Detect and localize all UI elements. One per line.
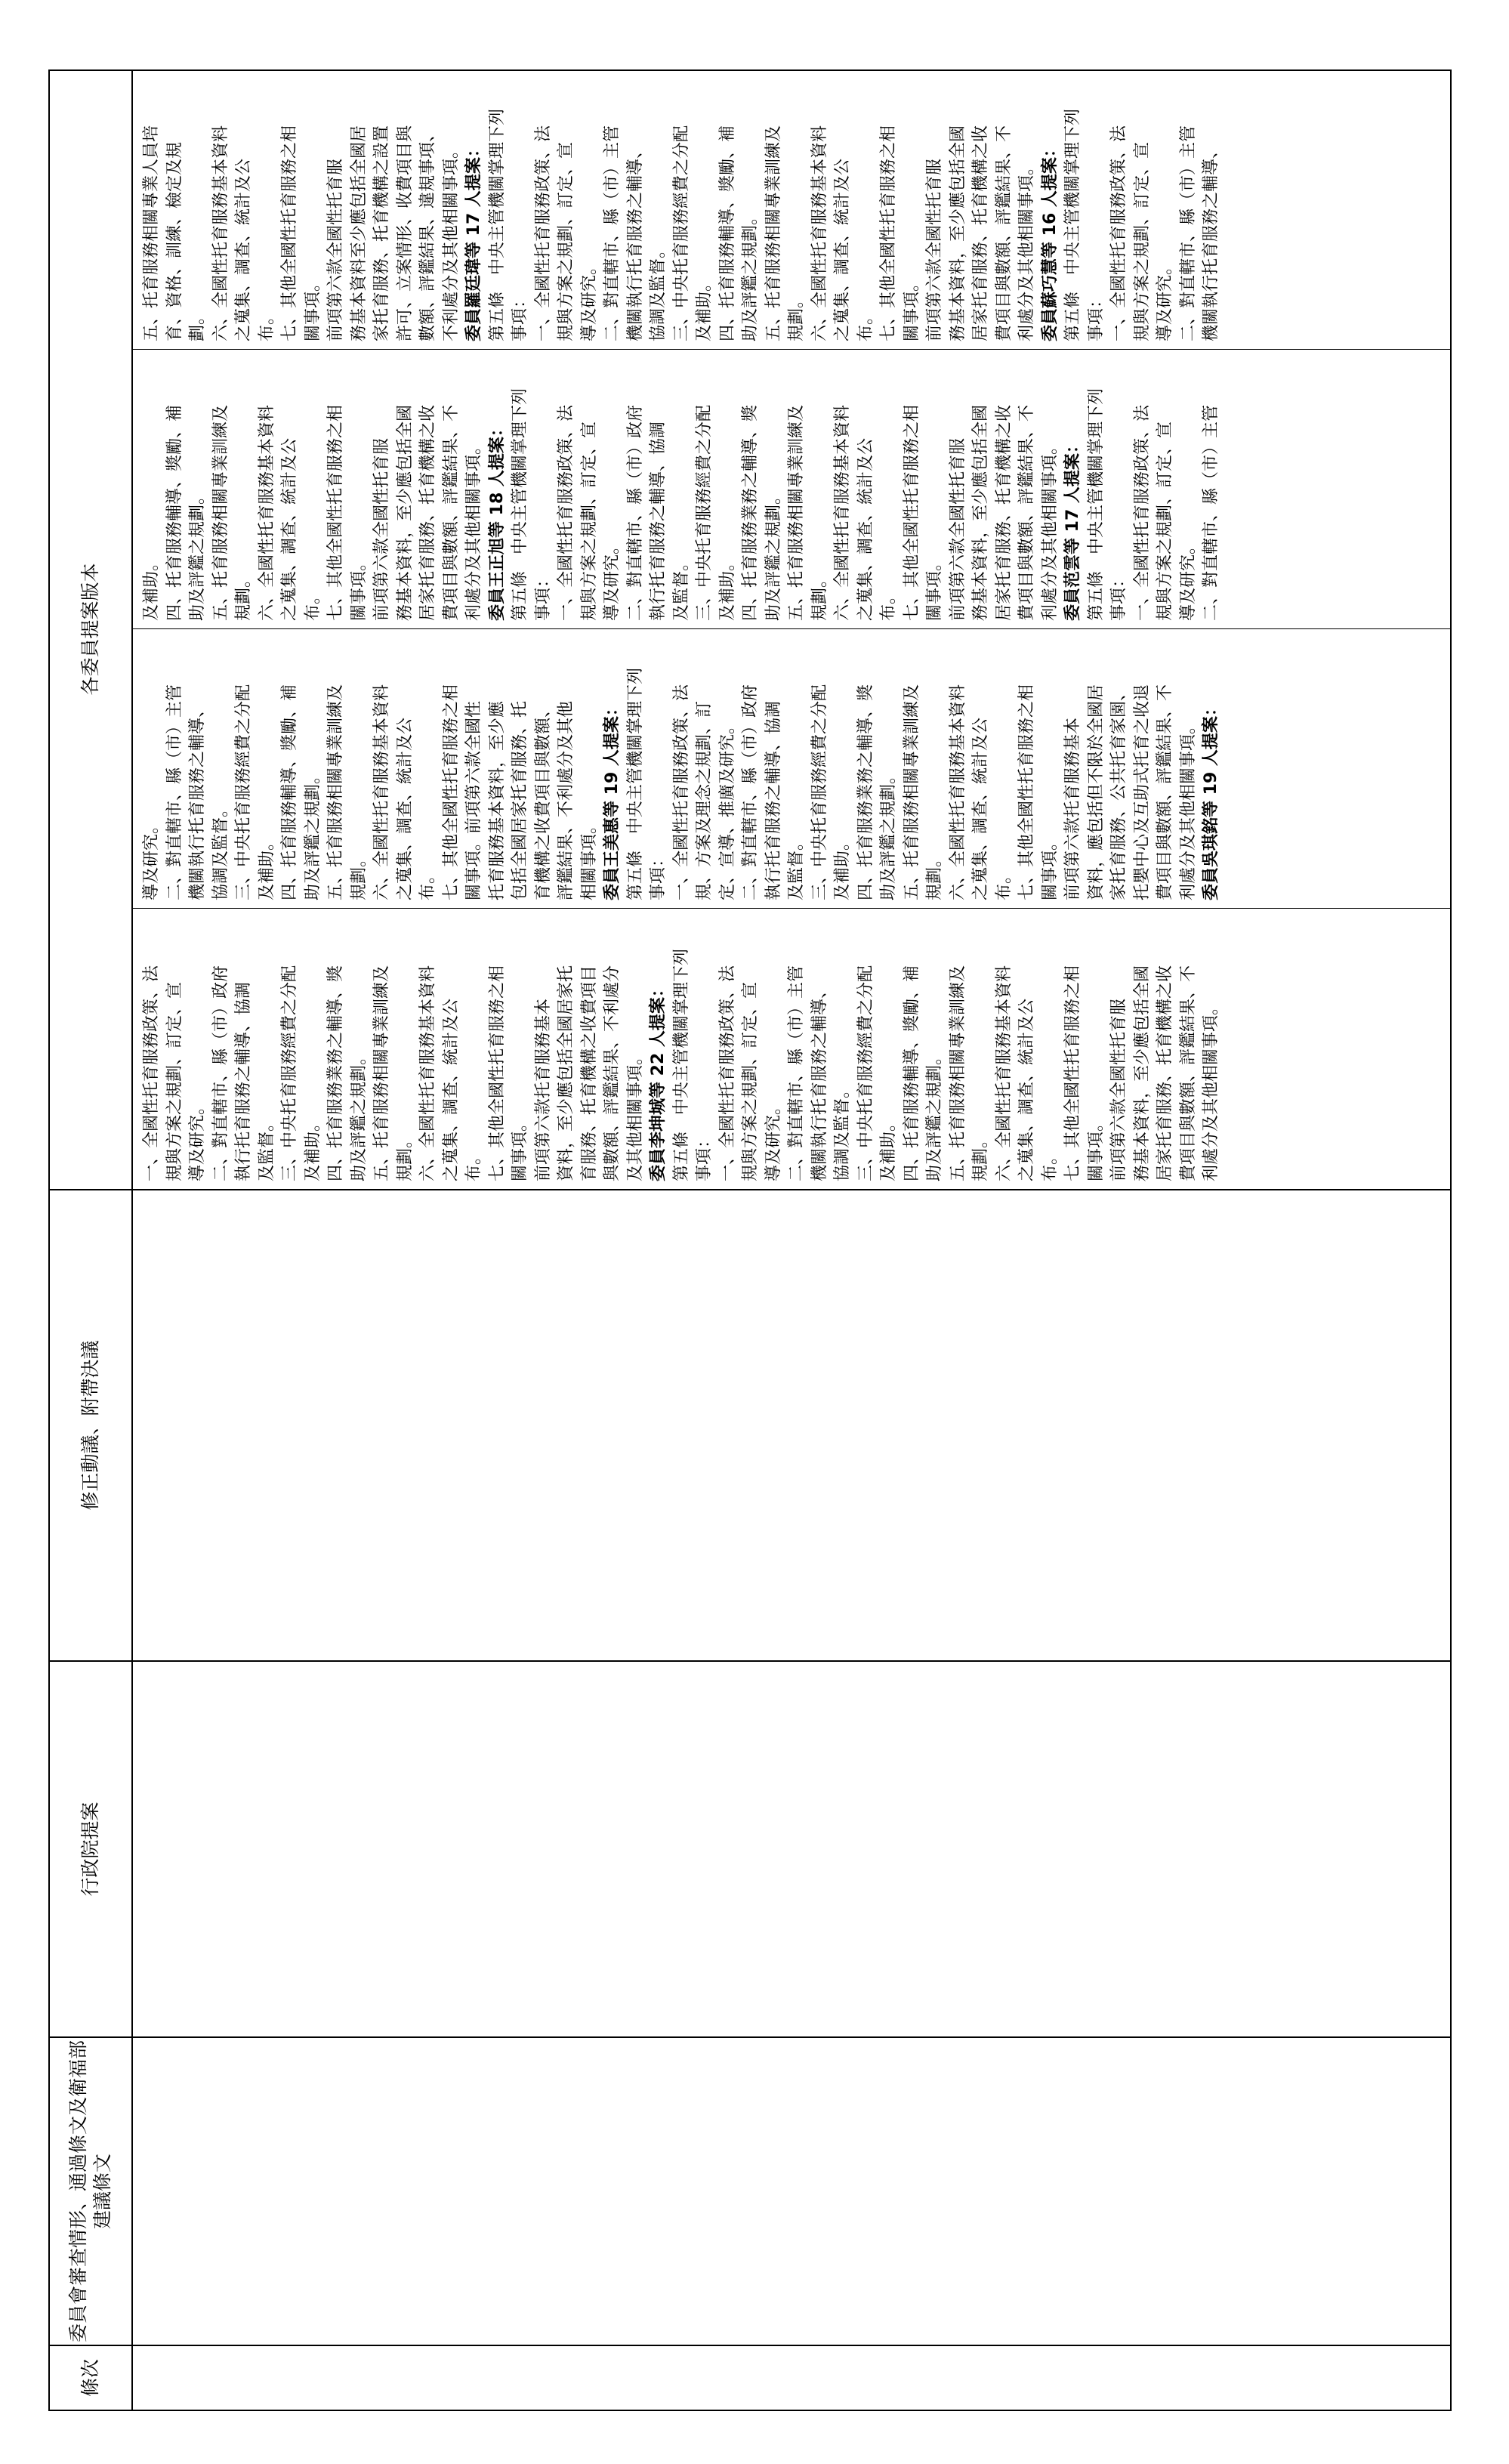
proposal-line: 委員王正旭等 18 人提案：	[487, 420, 507, 621]
proposal-line: 前項第六款托育服務基本	[533, 998, 553, 1181]
proposal-line: 五、托育服務相關專業訓練及	[211, 404, 230, 621]
header-executive-yuan-label: 行政院提案	[79, 1802, 101, 1897]
proposal-line: 六、全國性托育服務基本資料	[418, 965, 437, 1181]
proposal-line: 前項第六款全國性托育服	[925, 158, 944, 341]
proposal-line: 之蒐集、調查、統計及公	[833, 158, 852, 341]
proposal-line: 利處分及其他相關事項。	[1202, 998, 1220, 1181]
proposal-line: 機關執行托育服務之輔導、	[625, 141, 645, 341]
proposal-line: 托育服務基本資料，至少應	[487, 700, 507, 900]
proposal-line: 助及評鑑之規劃。	[764, 487, 783, 621]
proposal-line: 四、托育服務業務之輔導、獎	[741, 404, 760, 621]
proposal-line: 六、全國性托育服務基本資料	[948, 684, 967, 900]
proposal-line: 助及評鑑之規劃。	[188, 487, 207, 621]
proposal-line: 事項：	[1109, 570, 1128, 621]
proposal-line: 七、其他全國性托育服務之相	[280, 125, 299, 341]
proposal-line: 第五條 中央主管機關掌理下列	[487, 108, 507, 341]
proposal-line: 相關事項。	[579, 817, 599, 900]
proposal-line: 導及研究。	[1178, 537, 1198, 621]
proposal-line: 機關執行托育服務之輔導、	[1202, 141, 1220, 341]
proposal-line: 之蒐集、調查、統計及公	[971, 717, 990, 900]
proposal-line: 前項第六款全國性托育服	[948, 437, 967, 621]
proposal-line: 委員吳琪銘等 19 人提案：	[1202, 699, 1220, 900]
proposal-line: 許可、立案情形、收費項目與	[395, 125, 415, 341]
proposal-line: 務基本資料，至少應包括全國	[1132, 965, 1152, 1181]
proposal-line: 利處分及其他相關事項。	[1178, 717, 1198, 900]
proposal-line: 之蒐集、調查、統計及公	[234, 158, 253, 341]
cell-executive-yuan	[133, 1660, 1450, 2036]
proposal-line: 育機構之收費項目與數額、	[533, 700, 553, 900]
proposal-line: 及監督。	[787, 833, 806, 900]
proposal-column-4	[133, 69, 1450, 349]
header-article-no	[50, 2345, 133, 2410]
proposal-line: 協調及監督。	[833, 1081, 852, 1181]
proposal-line: 育、資格、訓練、檢定及規	[165, 141, 184, 341]
proposal-line: 及補助。	[695, 274, 714, 341]
proposal-line: 六、全國性托育服務基本資料	[833, 404, 852, 621]
proposal-line: 七、其他全國性托育服務之相	[441, 684, 461, 900]
proposal-line: 之蒐集、調查、統計及公	[1017, 998, 1036, 1181]
proposal-line: 前項第六款全國性托育服	[372, 437, 391, 621]
proposal-line: 七、其他全國性托育服務之相	[902, 404, 921, 621]
proposal-line: 五、托育服務相關專業訓練及	[764, 125, 783, 341]
proposal-line: 六、全國性托育服務基本資料	[372, 684, 391, 900]
proposal-line: 規劃。	[349, 850, 369, 900]
proposal-line: 之蒐集、調查、統計及公	[441, 998, 461, 1181]
proposal-line: 前項第六款全國性托育服	[1109, 998, 1128, 1181]
proposal-line: 前項第六款全國性托育服	[326, 158, 345, 341]
header-amendment-motion	[50, 1189, 133, 1660]
proposal-line: 執行托育服務之輔導、協調	[764, 700, 783, 900]
proposal-line: 關事項。	[1086, 1114, 1106, 1181]
header-member-proposals-label: 各委員提案版本	[79, 563, 101, 696]
proposal-line: 布。	[1040, 1147, 1060, 1181]
proposal-line: 及補助。	[303, 1114, 322, 1181]
proposal-line: 委員蘇巧慧等 16 人提案：	[1040, 140, 1060, 341]
proposal-column-2	[133, 628, 1450, 908]
proposal-line: 四、托育服務輔導、獎勵、補	[165, 404, 184, 621]
proposal-line: 助及評鑑之規劃。	[349, 1048, 369, 1181]
proposal-line: 二、對直轄市、縣（市）政府	[211, 965, 230, 1181]
proposal-line: 關事項。	[511, 1114, 529, 1181]
proposal-line: 六、全國性托育服務基本資料	[211, 125, 230, 341]
proposal-line: 一、全國性托育服務政策、法	[142, 965, 161, 1181]
proposal-line: 居家托育服務、托育機構之收	[418, 404, 437, 621]
proposal-line: 費項目與數額、評鑑結果、不	[441, 404, 461, 621]
proposal-line: 四、托育服務輔導、獎勵、補	[717, 125, 737, 341]
proposal-line: 及補助。	[257, 833, 276, 900]
proposal-line: 事項：	[1086, 291, 1106, 341]
comparison-table	[48, 69, 1452, 2411]
proposal-line: 助及評鑑之規劃。	[741, 208, 760, 341]
proposal-line: 及補助。	[833, 833, 852, 900]
proposal-line: 及監督。	[257, 1114, 276, 1181]
proposal-line: 事項：	[533, 570, 553, 621]
proposal-line: 助及評鑑之規劃。	[303, 767, 322, 900]
proposal-line: 定、宣導、推廣及研究。	[717, 717, 737, 900]
proposal-line: 規、方案及理念之規劃、訂	[695, 700, 714, 900]
proposal-line: 二、對直轄市、縣（市）政府	[741, 684, 760, 900]
proposal-line: 托嬰中心及互助式托育之收退	[1132, 684, 1152, 900]
proposal-line: 三、中央托育服務經費之分配	[810, 684, 829, 900]
proposal-line: 助及評鑑之規劃。	[925, 1048, 944, 1181]
proposal-line: 務基本資料，至少應包括全國	[395, 404, 415, 621]
proposal-line: 規與方案之規劃、訂定、宣	[741, 981, 760, 1181]
proposal-line: 評鑑結果、不利處分及其他	[557, 700, 576, 900]
proposal-line: 規與方案之規劃、訂定、宣	[165, 981, 184, 1181]
proposal-line: 機關執行托育服務之輔導、	[810, 981, 829, 1181]
proposal-line: 務基本資料，至少應包括全國	[971, 404, 990, 621]
proposal-line: 委員范雲等 17 人提案：	[1063, 437, 1082, 621]
proposal-line: 與數額、評鑑結果、不利處分	[603, 965, 622, 1181]
proposal-line: 及補助。	[879, 1114, 898, 1181]
proposal-line: 關事項。	[902, 274, 921, 341]
proposal-line: 關事項。	[303, 274, 322, 341]
proposal-line: 五、托育服務相關專業訓練及	[326, 684, 345, 900]
proposal-line: 費項目與數額、評鑑結果、不	[1156, 684, 1174, 900]
proposal-line: 七、其他全國性托育服務之相	[487, 965, 507, 1181]
proposal-line: 事項：	[649, 850, 668, 900]
proposal-line: 數額、評鑑結果、違規事項、	[418, 125, 437, 341]
proposal-line: 五、托育服務相關專業訓練及	[787, 404, 806, 621]
proposal-line: 關事項。	[349, 554, 369, 621]
proposal-line: 委員羅廷瑋等 17 人提案：	[464, 140, 483, 341]
proposal-line: 七、其他全國性托育服務之相	[1063, 965, 1082, 1181]
proposal-line: 二、對直轄市、縣（市）主管	[1202, 404, 1220, 621]
proposal-line: 第五條 中央主管機關掌理下列	[671, 948, 691, 1181]
proposal-line: 規劃。	[971, 1131, 990, 1181]
proposal-line: 二、對直轄市、縣（市）主管	[165, 684, 184, 900]
proposal-line: 執行托育服務之輔導、協調	[234, 981, 253, 1181]
proposal-line: 費項目與數額、評鑑結果、不	[994, 125, 1014, 341]
proposal-line: 四、托育服務輔導、獎勵、補	[902, 965, 921, 1181]
proposal-line: 四、托育服務業務之輔導、獎	[856, 684, 875, 900]
proposal-line: 一、全國性托育服務政策、法	[557, 404, 576, 621]
cell-amendment-motion	[133, 1189, 1450, 1660]
proposal-line: 四、托育服務輔導、獎勵、補	[280, 684, 299, 900]
proposal-line: 六、全國性托育服務基本資料	[257, 404, 276, 621]
proposal-line: 及其他相關事項。	[625, 1048, 645, 1181]
proposal-line: 之蒐集、調查、統計及公	[395, 717, 415, 900]
proposal-line: 資料，應包括但不限於全國居	[1086, 684, 1106, 900]
proposal-line: 四、托育服務業務之輔導、獎	[326, 965, 345, 1181]
proposal-line: 及補助。	[717, 554, 737, 621]
proposal-line: 一、全國性托育服務政策、法	[717, 965, 737, 1181]
proposal-line: 二、對直轄市、縣（市）主管	[1178, 125, 1198, 341]
proposal-line: 二、對直轄市、縣（市）主管	[603, 125, 622, 341]
proposal-line: 三、中央托育服務經費之分配	[856, 965, 875, 1181]
proposal-line: 規與方案之規劃、訂定、宣	[1156, 421, 1174, 621]
proposal-line: 布。	[303, 587, 322, 621]
proposal-line: 三、中央托育服務經費之分配	[280, 965, 299, 1181]
proposal-line: 務基本資料，至少應包括全國	[948, 125, 967, 341]
proposal-line: 二、對直轄市、縣（市）政府	[625, 404, 645, 621]
proposal-line: 及監督。	[671, 554, 691, 621]
header-committee-review	[50, 2036, 133, 2345]
proposal-line: 事項：	[511, 291, 529, 341]
proposal-line: 不利處分及其他相關事項。	[441, 141, 461, 341]
proposal-line: 導及研究。	[579, 258, 599, 341]
proposal-line: 第五條 中央主管機關掌理下列	[1063, 108, 1082, 341]
proposal-line: 協調及監督。	[211, 800, 230, 900]
proposal-line: 六、全國性托育服務基本資料	[994, 965, 1014, 1181]
proposal-line: 五、托育服務相關專業訓練及	[948, 965, 967, 1181]
proposal-line: 關事項。前項第六款全國性	[464, 700, 483, 900]
proposal-line: 費項目與數額、評鑑結果、不	[1178, 965, 1198, 1181]
proposal-line: 委員王美惠等 19 人提案：	[603, 699, 622, 900]
proposal-line: 布。	[856, 307, 875, 341]
proposal-line: 導及研究。	[1156, 258, 1174, 341]
proposal-line: 居家托育服務、托育機構之收	[994, 404, 1014, 621]
header-member-proposals	[50, 69, 133, 1189]
proposal-line: 導及研究。	[764, 1098, 783, 1181]
proposal-line: 一、全國性托育服務政策、法	[1109, 125, 1128, 341]
proposal-line: 包括全國居家托育服務、托	[511, 700, 529, 900]
proposal-line: 劃。	[188, 307, 207, 341]
proposal-line: 關事項。	[925, 554, 944, 621]
proposal-line: 規劃。	[395, 1131, 415, 1181]
proposal-line: 五、托育服務相關專業訓練及	[372, 965, 391, 1181]
proposal-line: 利處分及其他相關事項。	[1017, 158, 1036, 341]
header-committee-review-label: 委員會審查情形、通過條文及衛福部建議條文	[67, 2040, 113, 2343]
proposal-line: 布。	[994, 866, 1014, 900]
proposal-line: 導及研究。	[603, 537, 622, 621]
proposal-line: 一、全國性托育服務政策、法	[671, 684, 691, 900]
proposal-line: 規與方案之規劃、訂定、宣	[1132, 141, 1152, 341]
proposal-line: 費項目與數額、評鑑結果、不	[1017, 404, 1036, 621]
proposal-line: 三、中央托育服務經費之分配	[695, 404, 714, 621]
proposal-line: 之蒐集、調查、統計及公	[856, 437, 875, 621]
header-amendment-motion-label: 修正動議、附帶決議	[79, 1340, 101, 1511]
proposal-line: 規與方案之規劃、訂定、宣	[557, 141, 576, 341]
proposal-line: 一、全國性托育服務政策、法	[533, 125, 553, 341]
proposal-line: 三、中央托育服務經費之分配	[234, 684, 253, 900]
proposal-line: 及補助。	[142, 554, 161, 621]
proposal-line: 居家托育服務、托育機構之收	[1156, 965, 1174, 1181]
header-executive-yuan	[50, 1660, 133, 2036]
header-article-no-label: 條次	[79, 2359, 101, 2398]
proposal-line: 布。	[257, 307, 276, 341]
proposal-line: 導及研究。	[142, 817, 161, 900]
proposal-line: 執行托育服務之輔導、協調	[649, 421, 668, 621]
proposal-line: 第五條 中央主管機關掌理下列	[511, 388, 529, 621]
proposal-line: 前項第六款托育服務基本	[1063, 717, 1082, 900]
proposal-line: 育服務、托育機構之收費項目	[579, 965, 599, 1181]
proposal-line: 五、托育服務相關專業人員培	[142, 125, 161, 341]
proposal-line: 第五條 中央主管機關掌理下列	[625, 667, 645, 900]
proposal-line: 機關執行托育服務之輔導、	[188, 700, 207, 900]
proposal-line: 事項：	[695, 1131, 714, 1181]
proposal-line: 協調及監督。	[649, 241, 668, 341]
proposal-line: 規與方案之規劃、訂定、宣	[579, 421, 599, 621]
proposal-line: 七、其他全國性托育服務之相	[1017, 684, 1036, 900]
proposal-line: 關事項。	[1040, 833, 1060, 900]
proposal-line: 布。	[418, 866, 437, 900]
proposal-column-3	[133, 349, 1450, 628]
proposal-line: 布。	[464, 1147, 483, 1181]
proposal-line: 委員李坤城等 22 人提案：	[649, 980, 668, 1181]
proposal-line: 家托育服務、公共托育家園、	[1109, 684, 1128, 900]
proposal-line: 六、全國性托育服務基本資料	[810, 125, 829, 341]
proposal-line: 第五條 中央主管機關掌理下列	[1086, 388, 1106, 621]
proposal-line: 五、托育服務相關專業訓練及	[902, 684, 921, 900]
proposal-line: 二、對直轄市、縣（市）主管	[787, 965, 806, 1181]
proposal-line: 七、其他全國性托育服務之相	[326, 404, 345, 621]
proposal-line: 家托育服務、托育機構之設置	[372, 125, 391, 341]
cell-member-proposals	[133, 69, 1450, 1189]
proposal-line: 利處分及其他相關事項。	[464, 437, 483, 621]
cell-article-no	[133, 2345, 1450, 2410]
proposal-line: 三、中央托育服務經費之分配	[671, 125, 691, 341]
proposal-line: 之蒐集、調查、統計及公	[280, 437, 299, 621]
proposal-line: 助及評鑑之規劃。	[879, 767, 898, 900]
proposal-line: 布。	[879, 587, 898, 621]
proposal-line: 居家托育服務、托育機構之收	[971, 125, 990, 341]
proposal-line: 一、全國性托育服務政策、法	[1132, 404, 1152, 621]
proposal-line: 務基本資料至少應包括全國居	[349, 125, 369, 341]
proposal-line: 七、其他全國性托育服務之相	[879, 125, 898, 341]
proposal-line: 規劃。	[925, 850, 944, 900]
proposal-column-1	[133, 908, 1450, 1189]
proposal-line: 導及研究。	[188, 1098, 207, 1181]
proposal-line: 利處分及其他相關事項。	[1040, 437, 1060, 621]
proposal-line: 規劃。	[810, 570, 829, 621]
proposal-line: 規劃。	[787, 291, 806, 341]
cell-committee-review	[133, 2036, 1450, 2345]
proposal-line: 資料，至少應包括全國居家托	[557, 965, 576, 1181]
proposal-line: 規劃。	[234, 570, 253, 621]
